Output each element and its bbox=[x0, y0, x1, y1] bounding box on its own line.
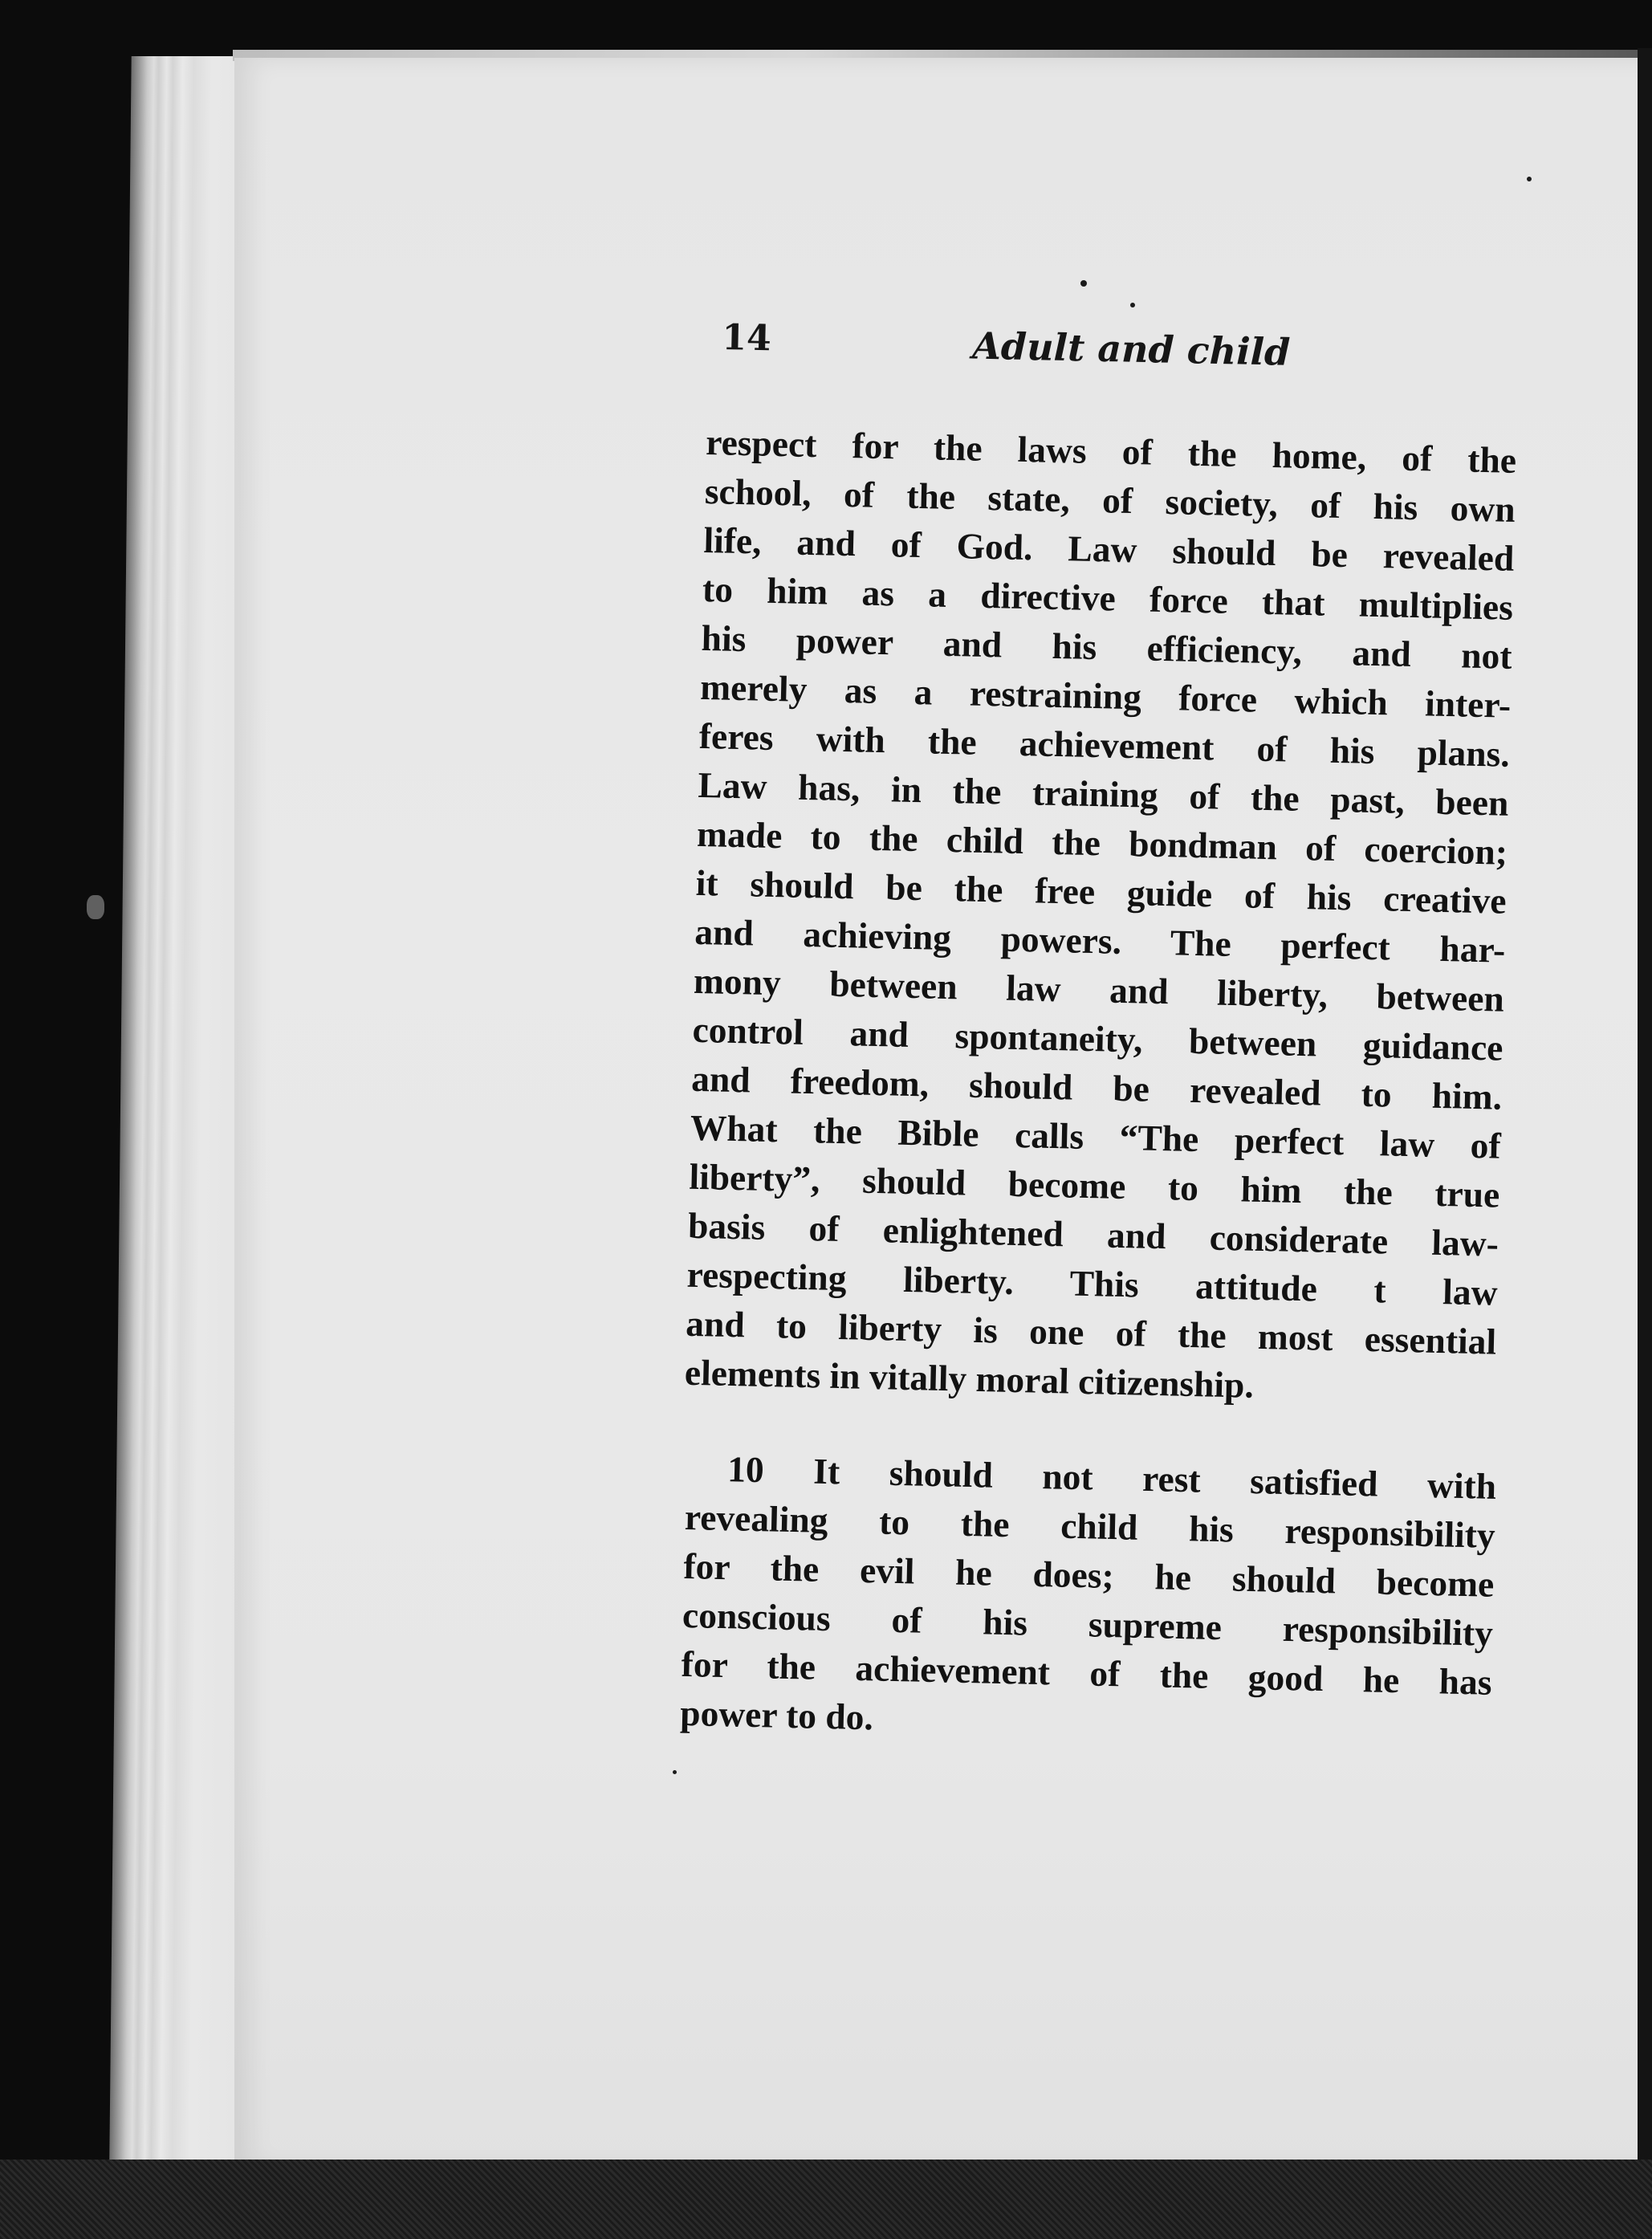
smudge bbox=[87, 895, 104, 919]
speck bbox=[1080, 280, 1087, 287]
bottom-border bbox=[0, 2160, 1652, 2239]
text-line: for the evil he does; he should become bbox=[682, 1545, 1495, 1605]
text-line: to him as a directive force that multiplies bbox=[702, 568, 1514, 628]
speck bbox=[673, 1770, 677, 1774]
text-line: life, and of God. Law should be revealed bbox=[702, 519, 1515, 579]
text-line: for the achievement of the good he has bbox=[681, 1643, 1493, 1703]
text-line: conscious of his supreme responsibility bbox=[682, 1594, 1494, 1654]
text-line: basis of enlightened and considerate law- bbox=[687, 1204, 1499, 1264]
text-line: and to liberty is one of the most essential bbox=[685, 1302, 1497, 1362]
text-line: liberty”, should become to him the true bbox=[688, 1155, 1500, 1215]
text-line: it should be the free guide of his creative bbox=[695, 861, 1508, 922]
text-line: respect for the laws of the home, of the bbox=[705, 421, 1517, 481]
text-line: made to the child the bondman of coercion; bbox=[696, 812, 1508, 873]
paragraph-2 bbox=[680, 1443, 1497, 1756]
text-line: merely as a restraining force which inter- bbox=[699, 666, 1512, 726]
text-line: his power and his efficiency, and not bbox=[701, 617, 1513, 677]
text-line: revealing to the child his responsibility bbox=[684, 1496, 1496, 1556]
paragraph-1 bbox=[684, 417, 1516, 1415]
text-line: mony between law and liberty, between bbox=[693, 959, 1505, 1020]
text-line: Law has, in the training of the past, been bbox=[698, 763, 1509, 824]
right-border bbox=[1638, 48, 1652, 2168]
text-line: control and spontaneity, between guidance bbox=[692, 1008, 1504, 1069]
text-line: feres with the achievement of his plans. bbox=[698, 714, 1511, 775]
text-line: What the Bible calls “The perfect law of bbox=[690, 1106, 1502, 1166]
text-line: school, of the state, of society, of his own bbox=[704, 470, 1516, 530]
text-line: and achieving powers. The perfect har- bbox=[694, 910, 1506, 971]
text-line: 10 It should not rest satisfied with bbox=[726, 1448, 1497, 1507]
text-line: power to do. bbox=[679, 1691, 874, 1738]
book-title: Adult and child bbox=[971, 324, 1291, 374]
page-number: 14 bbox=[721, 317, 772, 360]
speck bbox=[1130, 303, 1135, 307]
speck bbox=[1527, 177, 1532, 181]
text-line: respecting liberty. This attitude t law bbox=[686, 1253, 1499, 1313]
text-line: elements in vitally moral citizenship. bbox=[684, 1351, 1255, 1406]
text-line: and freedom, should be revealed to him. bbox=[690, 1057, 1503, 1117]
